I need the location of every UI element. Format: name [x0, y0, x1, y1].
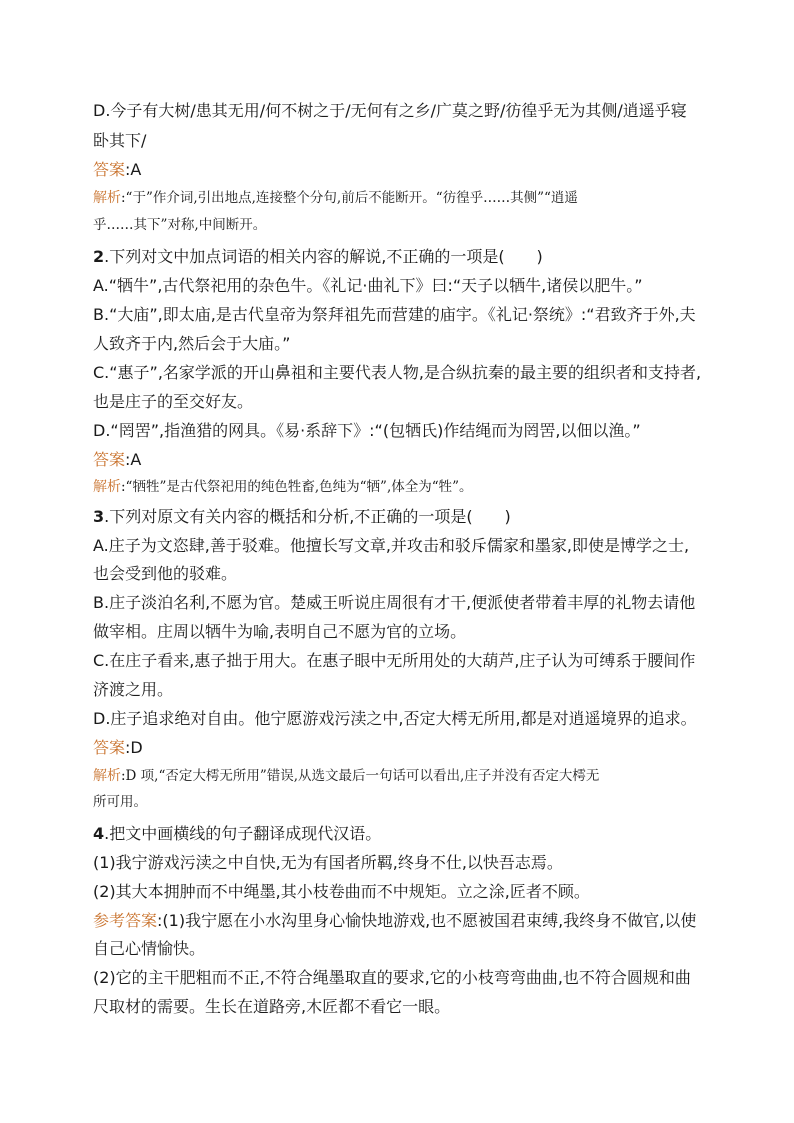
q3-analysis-cont: 所可用。 — [93, 794, 147, 810]
reference-answer-label: 参考答案 — [93, 911, 158, 930]
q1-analysis — [93, 189, 578, 207]
analysis-text: :“牺牲”是古代祭祀用的纯色牲畜,色纯为“牺”,体全为“牲”。 — [121, 479, 473, 495]
q4-sentence-1: (1)我宁游戏污渎之中自快,无为有国者所羁,终身不仕,以快吾志焉。 — [93, 853, 563, 872]
analysis-label: 解析 — [93, 190, 121, 206]
q2-analysis — [93, 478, 473, 496]
q2-option-c-cont: 也是庄子的至交好友。 — [93, 392, 254, 411]
q3-answer — [93, 738, 143, 758]
q2-stem — [93, 247, 543, 267]
q3-stem — [93, 507, 511, 527]
q3-option-a: A.庄子为文恣肆,善于驳难。他擅长写文章,并攻击和驳斥儒家和墨家,即使是博学之士, — [93, 536, 690, 555]
analysis-text: :D 项,“否定大樗无所用”错误,从选文最后一句话可以看出,庄子并没有否定大樗无 — [121, 768, 600, 784]
q3-option-c-cont: 济渡之用。 — [93, 680, 174, 699]
q4-reference-answer-cont: 自己心情愉快。 — [93, 939, 206, 958]
question-text: .把文中画横线的句子翻译成现代汉语。 — [104, 824, 382, 843]
question-number: 2 — [93, 247, 105, 266]
q3-option-c: C.在庄子看来,惠子拙于用大。在惠子眼中无所用处的大葫芦,庄子认为可缚系于腰间作 — [93, 651, 696, 670]
q3-analysis — [93, 767, 599, 785]
q1-option-d: D.今子有大树/患其无用/何不树之于/无何有之乡/广莫之野/彷徨乎无为其侧/逍遥乎寝 — [93, 101, 687, 120]
q4-reference-answer-2: (2)它的主干肥粗而不正,不符合绳墨取直的要求,它的小枝弯弯曲曲,也不符合圆规和曲 — [93, 968, 691, 987]
q3-option-b-cont: 做宰相。庄周以牺牛为喻,表明自己不愿为官的立场。 — [93, 622, 467, 641]
q3-option-a-cont: 也会受到他的驳难。 — [93, 564, 238, 583]
analysis-label: 解析 — [93, 768, 121, 784]
question-text: .下列对原文有关内容的概括和分析,不正确的一项是( ) — [104, 507, 511, 526]
q2-answer — [93, 450, 141, 470]
q2-option-c: C.“惠子”,名家学派的开山鼻祖和主要代表人物,是合纵抗秦的最主要的组织者和支持者, — [93, 363, 702, 382]
q1-answer — [93, 160, 141, 180]
question-text: .下列对文中加点词语的相关内容的解说,不正确的一项是( ) — [104, 247, 543, 266]
question-number: 4 — [93, 824, 105, 843]
answer-label: 答案 — [93, 160, 126, 179]
q3-option-d: D.庄子追求绝对自由。他宁愿游戏污渎之中,否定大樗无所用,都是对逍遥境界的追求。 — [93, 709, 697, 728]
q1-analysis-cont: 乎……其下”对称,中间断开。 — [93, 217, 267, 233]
q4-reference-answer-2-cont: 尺取材的需要。生长在道路旁,木匠都不看它一眼。 — [93, 997, 451, 1016]
analysis-text: :“于”作介词,引出地点,连接整个分句,前后不能断开。“彷徨乎……其侧”“逍遥 — [121, 190, 578, 206]
q2-option-b: B.“大庙”,即太庙,是古代皇帝为祭拜祖先而营建的庙宇。《礼记·祭统》:“君致齐于外,夫 — [93, 305, 696, 324]
q3-option-b: B.庄子淡泊名利,不愿为官。楚威王听说庄周很有才干,便派使者带着丰厚的礼物去请他 — [93, 593, 696, 612]
q1-option-d-cont: 卧其下/ — [93, 131, 147, 150]
q4-sentence-2: (2)其大本拥肿而不中绳墨,其小枝卷曲而不中规矩。立之涂,匠者不顾。 — [93, 882, 590, 901]
analysis-label: 解析 — [93, 479, 121, 495]
q4-stem — [93, 824, 381, 844]
answer-value: :A — [125, 160, 142, 179]
q2-option-a: A.“牺牛”,古代祭祀用的杂色牛。《礼记·曲礼下》曰:“天子以牺牛,诸侯以肥牛。” — [93, 276, 643, 295]
answer-label: 答案 — [93, 738, 126, 757]
question-number: 3 — [93, 507, 105, 526]
q2-option-d: D.“罔罟”,指渔猎的网具。《易·系辞下》:“(包牺氏)作结绳而为罔罟,以佃以渔。” — [93, 421, 641, 440]
answer-value: :D — [125, 738, 143, 757]
reference-answer-text: :(1)我宁愿在小水沟里身心愉快地游戏,也不愿被国君束缚,我终身不做官,以使 — [157, 911, 697, 930]
q2-option-b-cont: 人致齐于内,然后会于大庙。” — [93, 334, 291, 353]
answer-value: :A — [125, 450, 142, 469]
answer-label: 答案 — [93, 450, 126, 469]
q4-reference-answer — [93, 911, 696, 931]
